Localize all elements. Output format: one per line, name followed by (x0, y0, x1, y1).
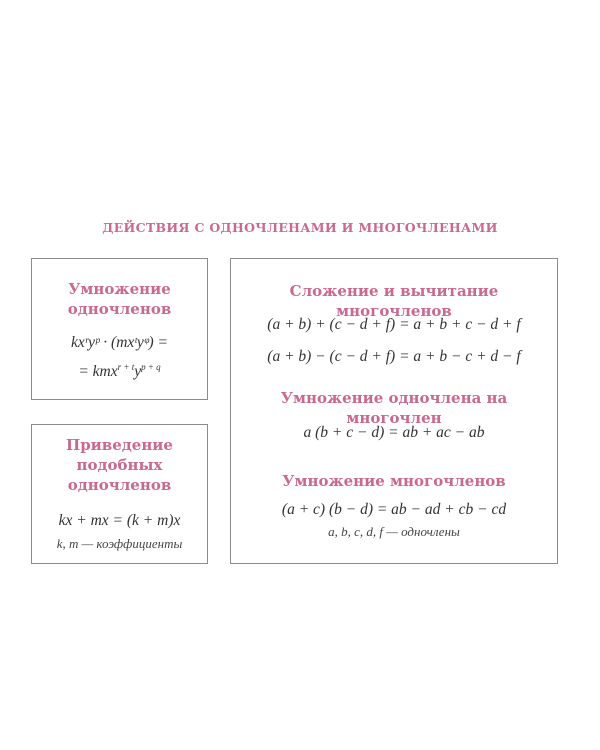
formula-exponent-y: p + q (141, 362, 161, 372)
monomial-multiplication-formula-line2 (32, 356, 207, 383)
formula-exponent-x: r + t (117, 362, 135, 372)
monomial-multiplication-heading-line1: Умножение (68, 280, 171, 298)
mono-poly-formula: a (b + c − d) = ab + ac − ab (303, 424, 485, 441)
add-sub-heading: Сложение и вычитание многочленов (289, 282, 499, 320)
add-formula: (a + b) + (c − d + f) = a + b + c − d + f (267, 316, 521, 333)
poly-poly-formula: (a + c) (b − d) = ab − ad + cb − cd (281, 501, 507, 518)
similar-terms-formula: kx + mx = (k + m)x (58, 512, 181, 529)
monomial-multiplication-box (31, 258, 208, 400)
sub-formula: (a + b) − (c − d + f) = a + b − c + d − f (267, 348, 521, 365)
formula-y: y (134, 363, 142, 381)
monomial-multiplication-heading-line2: одночленов (67, 300, 172, 318)
similar-terms-heading-line3: одночленов (67, 476, 172, 494)
similar-terms-box (31, 424, 208, 564)
monomial-multiplication-formula-line1: kxʳyᵖ · (mxᵗyᵠ) = (70, 334, 169, 351)
formula-main: = kmx (78, 363, 118, 381)
similar-terms-note: k, m — коэффициенты (56, 536, 183, 551)
poly-poly-heading: Умножение многочленов (282, 472, 506, 490)
similar-terms-heading-line1: Приведение (66, 436, 173, 454)
mono-poly-heading: Умножение одночлена на многочлен (280, 389, 508, 427)
similar-terms-heading-line2: подобных (76, 456, 163, 474)
page-title: ДЕЙСТВИЯ С ОДНОЧЛЕНАМИ И МНОГОЧЛЕНАМИ (102, 220, 498, 235)
polynomials-note: a, b, c, d, f — одночлены (328, 524, 460, 539)
polynomials-box (230, 258, 558, 564)
